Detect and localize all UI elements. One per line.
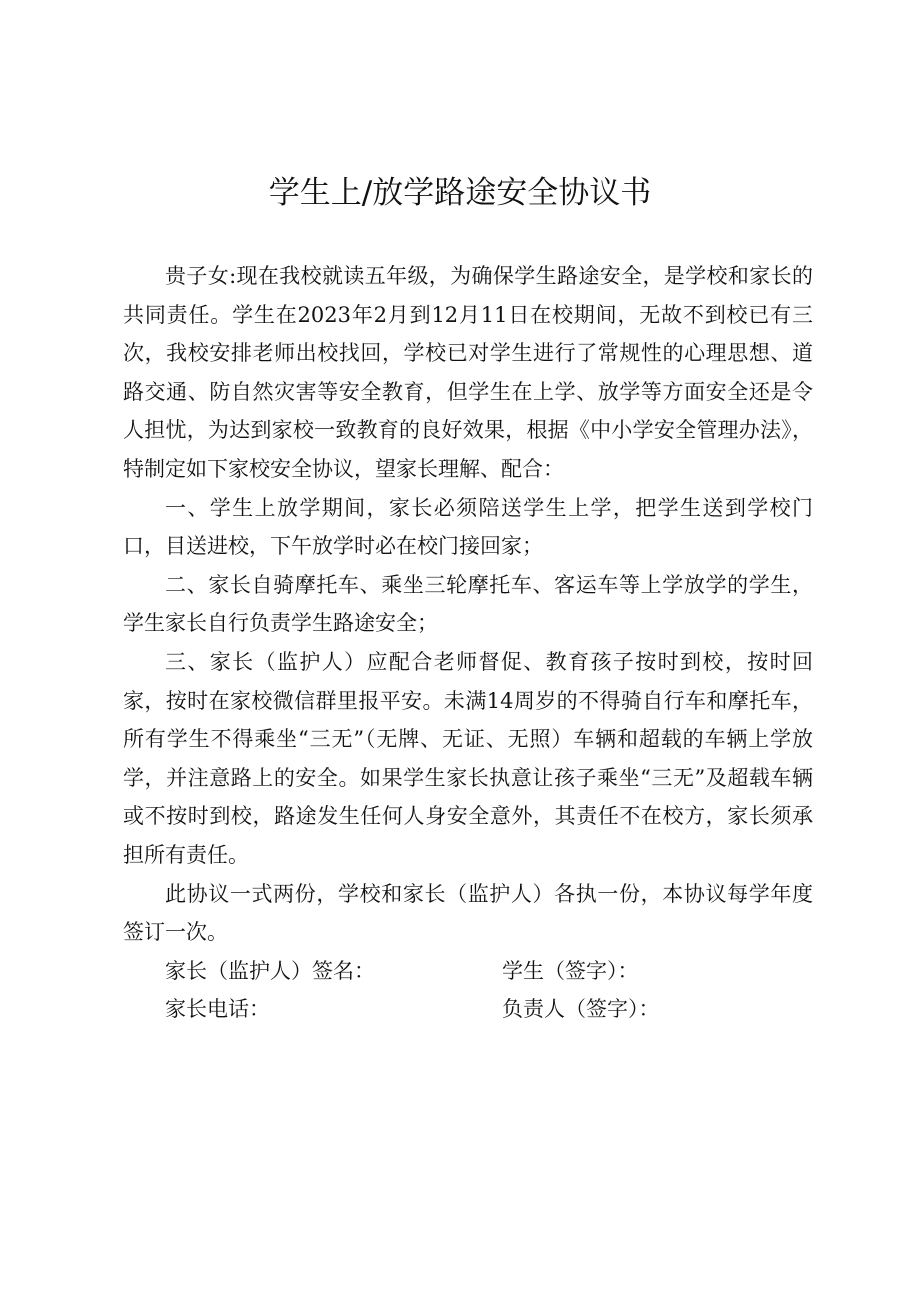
responsible-signature-label: 负责人（签字）： bbox=[502, 997, 660, 1022]
document-title: 学生上/放学路途安全协议书 bbox=[268, 175, 652, 211]
paragraph-clause-1: 一、学生上放学期间，家长必须陪送学生上学，把学生送到学校门口，目送进校，下午放学时必在校门接回家； bbox=[123, 495, 813, 559]
signature-row-2 bbox=[123, 990, 813, 1029]
paragraph-clause-3: 三、家长（监护人）应配合老师督促、教育孩子按时到校，按时回家，按时在家校微信群里报平安。未满14周岁的不得骑自行车和摩托车，所有学生不得乘坐“三无”（无牌、无证、无照）车辆和超载的车辆上学放学，并注意路上的安全。如果学生家长执意让孩子乘坐“三无”及超载车辆或不按时到校，路途发生任何人身安全意外，其责任不在校方，家长须承担所有责任。 bbox=[123, 649, 813, 867]
parent-signature-label: 家长（监护人）签名： bbox=[165, 958, 375, 983]
paragraph-intro: 贵子女:现在我校就读五年级，为确保学生路途安全，是学校和家长的共同责任。学生在2023年2月到12月11日在校期间，无故不到校已有三次，我校安排老师出校找回，学校已对学生进行了常规性的心理思想、道路交通、防自然灾害等安全教育，但学生在上学、放学等方面安全还是令人担忧，为达到家校一致教育的良好效果，根据《中小学安全管理办法》，特制定如下家校安全协议，望家长理解、配合： bbox=[123, 264, 813, 481]
paragraph-clause-2: 二、家长自骑摩托车、乘坐三轮摩托车、客运车等上学放学的学生，学生家长自行负责学生路途安全； bbox=[123, 572, 813, 636]
document-body bbox=[123, 257, 813, 1029]
parent-phone-label: 家长电话： bbox=[165, 997, 270, 1022]
paragraph-closing: 此协议一式两份，学校和家长（监护人）各执一份，本协议每学年度签订一次。 bbox=[123, 881, 813, 945]
student-signature-label: 学生（签字）： bbox=[502, 958, 639, 983]
signature-row-1 bbox=[123, 952, 813, 991]
